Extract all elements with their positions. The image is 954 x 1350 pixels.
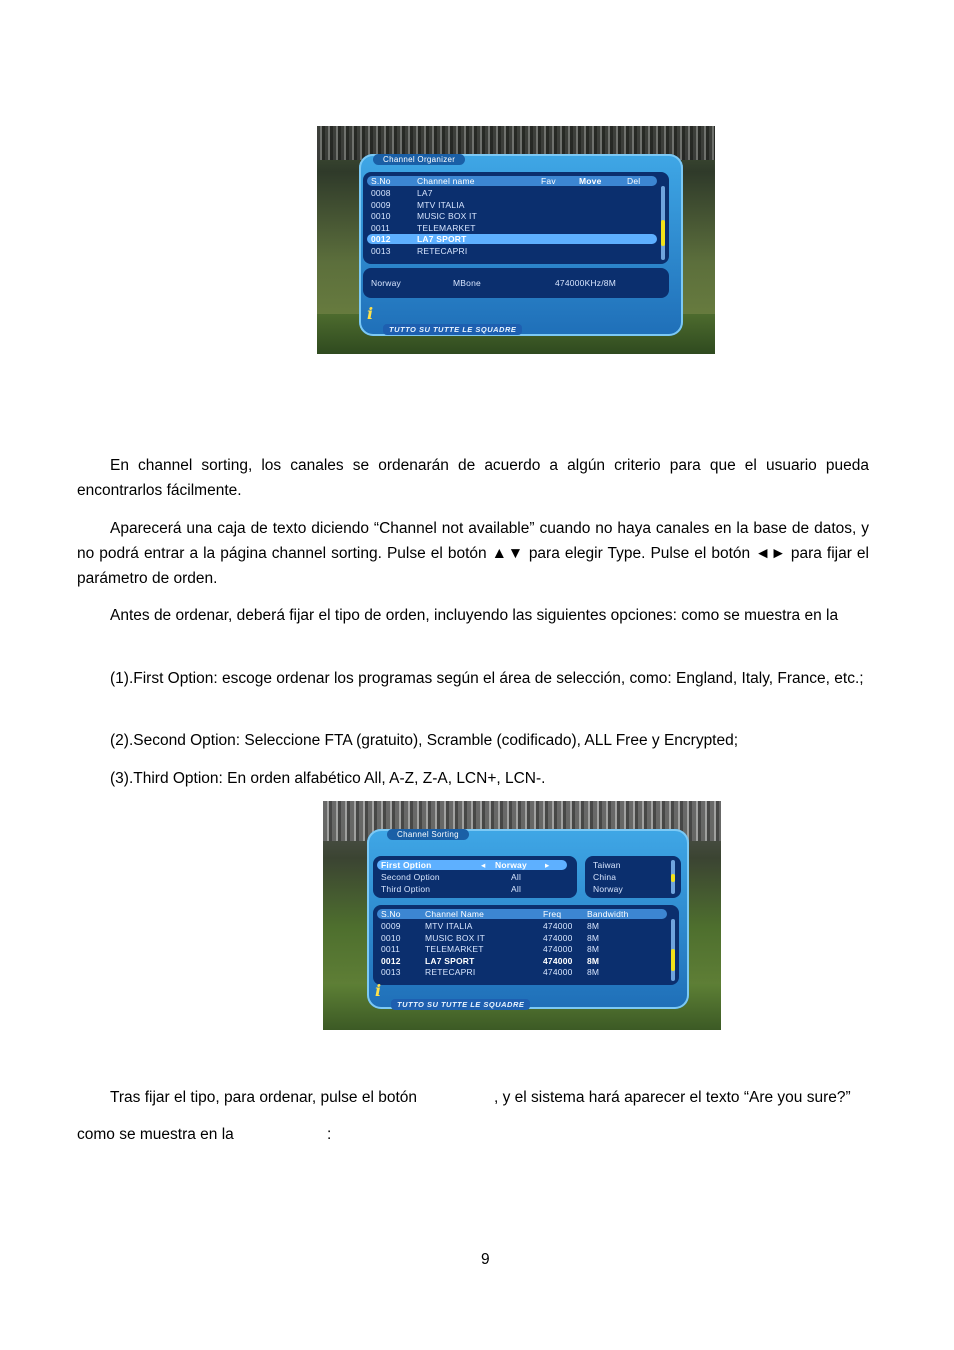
col-channel-name: Channel Name <box>425 909 485 919</box>
paragraph-press-button: Tras fijar el tipo, para ordenar, pulse el botón <box>110 1089 418 1106</box>
info-region: Norway <box>371 278 402 288</box>
col-fav: Fav <box>541 176 556 186</box>
page-number: 9 <box>481 1251 490 1268</box>
organizer-title: Channel Organizer <box>373 154 465 165</box>
list-item[interactable]: Taiwan <box>593 860 621 870</box>
organizer-channel-list: S.No Channel name Fav Move Del 0008 LA7 0009 MTV ITALIA 0010 MUSIC BOX IT 0011 TELEMARKET 0012 LA7 SPORT 0013 RETECAPRI <box>363 172 669 264</box>
sorting-title: Channel Sorting <box>387 829 469 840</box>
channel-organizer-screenshot <box>317 126 715 354</box>
scrollbar-thumb[interactable] <box>661 220 665 246</box>
list-item[interactable]: Norway <box>593 884 624 894</box>
info-provider: MBone <box>453 278 481 288</box>
col-del: Del <box>627 176 641 186</box>
col-sno: S.No <box>381 909 401 919</box>
ticker-banner: TUTTO SU TUTTE LE SQUADRE <box>391 999 530 1010</box>
paragraph-third-option: (3).Third Option: En orden alfabético All, A-Z, Z-A, LCN+, LCN-. <box>110 770 546 787</box>
paragraph-sort-type: Antes de ordenar, deberá fijar el tipo de orden, incluyendo las siguientes opciones: como se muestra en la <box>110 607 839 624</box>
sorting-channel-list: S.No Channel Name Freq Bandwidth 0009 MTV ITALIA 474000 8M 0010 MUSIC BOX IT 474000 8M 0011 TELEMARKET 474000 8M 0012 LA7 SPORT 474000 8M 0013 RETECAPRI 474000 8M <box>373 905 679 985</box>
paragraph-colon: : <box>327 1126 332 1143</box>
info-icon: i <box>375 981 382 1000</box>
region-list-box <box>585 856 681 898</box>
scrollbar-thumb[interactable] <box>671 874 675 882</box>
paragraph-first-option: (1).First Option: escoge ordenar los programas según el área de selección, como: England, Italy, France, etc.; <box>110 670 864 687</box>
info-frequency: 474000KHz/8M <box>555 278 616 288</box>
col-move: Move <box>579 176 602 186</box>
paragraph-second-option: (2).Second Option: Seleccione FTA (gratuito), Scramble (codificado), ALL Free y Encrypted; <box>110 732 739 749</box>
paragraph-channel-not-available: Aparecerá una caja de texto diciendo “Channel not available” cuando no haya canales en la base de datos, y no podrá entrar a la página channel sorting. Pulse el botón ▲▼ para elegir Type. Pulse el botón ◄► para fijar el parámetro de orden. <box>77 520 869 587</box>
paragraph-channel-sorting-intro: En channel sorting, los canales se ordenarán de acuerdo a algún criterio para que el usuario pueda encontrarlos fácilmente. <box>77 457 869 499</box>
organizer-list-header <box>367 176 657 186</box>
col-channel-name: Channel name <box>417 176 475 186</box>
col-sno: S.No <box>371 176 391 186</box>
col-freq: Freq <box>543 909 562 919</box>
chevron-left-icon[interactable]: ◂ <box>481 860 486 870</box>
selected-row-highlight <box>367 234 657 244</box>
scrollbar-thumb[interactable] <box>671 949 675 971</box>
chevron-right-icon[interactable]: ▸ <box>545 860 550 870</box>
channel-sorting-screenshot <box>323 801 721 1030</box>
organizer-info-bar <box>363 268 669 298</box>
ticker-banner: TUTTO SU TUTTE LE SQUADRE <box>383 324 522 335</box>
list-item[interactable]: China <box>593 872 617 882</box>
sort-options-box: First Option ◂ Norway ▸ Second Option All Third Option All <box>373 856 577 898</box>
paragraph-are-you-sure: , y el sistema hará aparecer el texto “Are you sure?” <box>494 1089 851 1106</box>
info-icon: i <box>367 304 374 323</box>
paragraph-as-shown: como se muestra en la <box>77 1126 234 1143</box>
col-bandwidth: Bandwidth <box>587 909 629 919</box>
